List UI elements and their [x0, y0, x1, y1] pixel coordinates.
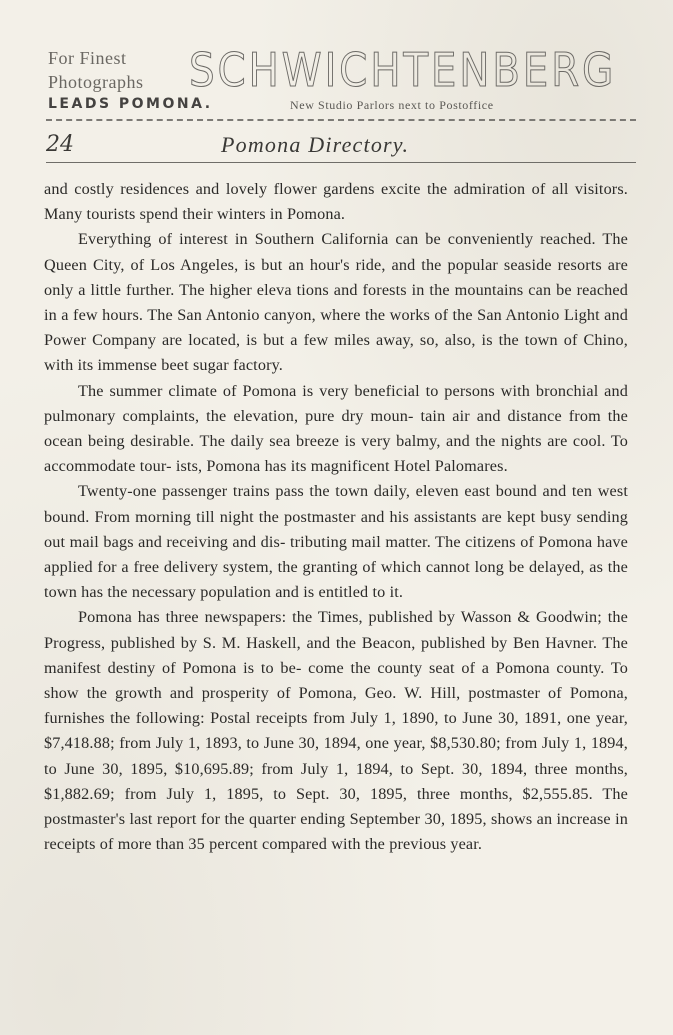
body-text — [44, 177, 628, 857]
advertisement-brand-name: SCHWICHTENBERG — [189, 43, 617, 98]
advertisement-subline: New Studio Parlors next to Postoffice — [290, 98, 494, 112]
paragraph-newspapers: Pomona has three newspapers: the Times, published by Wasson & Goodwin; the Progress, published by S. M. Haskell, and the Beacon, published by Ben Havner. The manifest destiny of Pomona is to be- come the county seat of a Pomona county. To show the growth and prosperity of Pomona, Geo. W. Hill, postmaster of Pomona, furnishes the following: Postal receipts from July 1, 1890, to June 30, 1891, one year, $7,418.88; from July 1, 1893, to June 30, 1894, one year, $8,530.80; from July 1, 1894, to June 30, 1895, $10,695.89; from July 1, 1894, to Sept. 30, 1894, three months, $1,882.69; from July 1, 1895, to Sept. 30, 1895, three months, $2,555.85. The postmaster's last report for the quarter ending September 30, 1895, shows an increase in receipts of more than 35 percent compared with the previous year. — [44, 608, 628, 854]
running-head-rule — [46, 162, 636, 163]
advertisement-divider — [46, 119, 636, 121]
page-number: 24 — [46, 132, 74, 157]
paragraph-continuation: and costly residences and lovely flower gardens excite the admiration of all visitors. Many tourists spend their winters in Pomona. — [44, 180, 628, 224]
advertisement-line-photographs: Photographs — [48, 72, 144, 92]
advertisement-line-leads: LEADS POMONA. — [48, 96, 213, 112]
paragraph-attractions: Everything of interest in Southern California can be conveniently reached. The Queen City, of Los Angeles, is but an hour's ride, and the popular seaside resorts are only a little further. The higher eleva tions and forests in the mountains can be reached in a few hours. The San Antonio canyon, where the works of the San Antonio Light and Power Company are located, is but a few miles away, so, also, is the town of Chino, with its immense beet sugar factory. — [44, 230, 628, 375]
running-head — [46, 128, 636, 162]
photographer-advertisement — [46, 40, 636, 124]
paragraph-climate: The summer climate of Pomona is very beneficial to persons with bronchial and pulmonary complaints, the elevation, pure dry moun- tain air and distance from the ocean being desirable. The daily sea breeze is very balmy, and the nights are cool. To accommodate tour- ists, Pomona has its magnificent Hotel Palomares. — [44, 381, 628, 476]
paragraph-mail-service: Twenty-one passenger trains pass the town daily, eleven east bound and ten west bound. From morning till night the postmaster and his assistants are kept busy sending out mail bags and receiving and dis- tributing mail matter. The citizens of Pomona have applied for a free delivery system, the granting of which cannot long be delayed, as the town has the necessary population and is entitled to it. — [44, 482, 628, 602]
running-title: Pomona Directory. — [221, 132, 410, 157]
advertisement-line-finest: For Finest — [48, 48, 127, 68]
